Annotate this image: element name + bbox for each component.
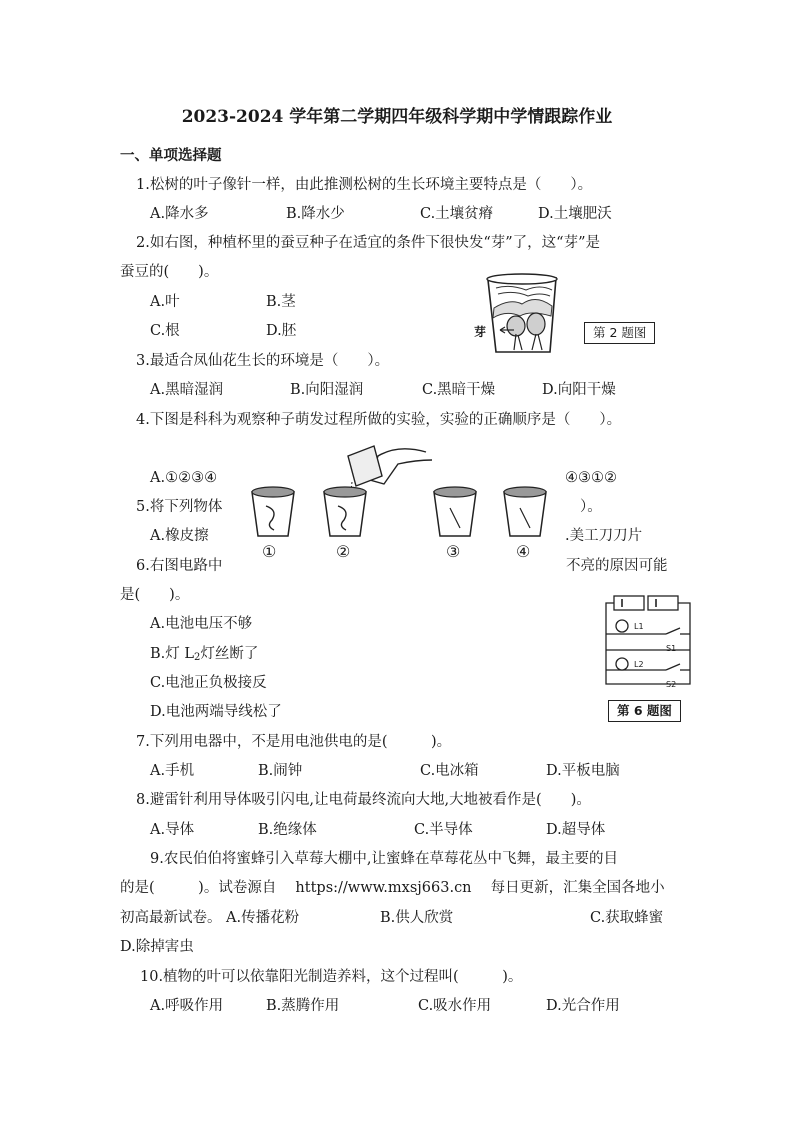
q5-stem-tail: ）。 <box>580 499 602 515</box>
q8-option-b[interactable]: B.绝缘体 <box>258 822 317 838</box>
q6-option-b-prefix: B.灯 L <box>150 646 195 662</box>
q9-stem-line1: 9.农民伯伯将蜜蜂引入草莓大棚中,让蜜蜂在草莓花丛中飞舞，最主要的目 <box>150 851 618 867</box>
q8-option-d[interactable]: D.超导体 <box>546 822 606 838</box>
circuit-label-s1: S1 <box>666 644 677 653</box>
q5-option-d[interactable]: .美工刀刀片 <box>565 528 643 544</box>
cup-2 <box>324 487 366 536</box>
q6-option-c[interactable]: C.电池正负极接反 <box>150 675 267 691</box>
q7-option-c[interactable]: C.电冰箱 <box>420 763 479 779</box>
q9-stem-line2: 的是( )。试卷源自 https://www.mxsj663.cn 每日更新，汇集全国各地小 <box>120 880 665 896</box>
q8-option-a[interactable]: A.导体 <box>150 822 195 838</box>
q6-stem-line1: 6.右图电路中 <box>136 558 223 574</box>
q9-option-a[interactable]: A.传播花粉 <box>226 910 300 926</box>
q7-option-b[interactable]: B.闹钟 <box>258 763 303 779</box>
q2-option-c[interactable]: C.根 <box>150 323 180 339</box>
q4-figure-experiment <box>228 436 564 584</box>
q6-option-b-suffix: 灯丝断了 <box>200 646 259 662</box>
q7-option-a[interactable]: A.手机 <box>150 763 195 779</box>
q3-stem: 3.最适合凤仙花生长的环境是（ ）。 <box>136 353 390 369</box>
cup-label-3: ③ <box>446 542 461 561</box>
q8-stem: 8.避雷针利用导体吸引闪电,让电荷最终流向大地,大地被看作是( )。 <box>136 792 591 808</box>
q2-figure-cup <box>470 268 570 360</box>
q9-stem-line3: 初高最新试卷。 <box>120 910 222 926</box>
q3-option-c[interactable]: C.黑暗干燥 <box>422 382 496 398</box>
q1-option-c[interactable]: C.土壤贫瘠 <box>420 206 494 222</box>
q6-stem-line2: 是( )。 <box>120 587 190 603</box>
q2-stem-line1: 2.如右图，种植杯里的蚕豆种子在适宜的条件下很快发“芽”了，这“芽”是 <box>136 235 600 251</box>
q2-option-b[interactable]: B.茎 <box>266 294 296 310</box>
cup-4 <box>504 487 546 536</box>
q10-option-c[interactable]: C.吸水作用 <box>418 998 492 1014</box>
q4-option-d[interactable]: ④③①② <box>565 470 617 486</box>
cup-label-2: ② <box>336 542 351 561</box>
q7-stem: 7.下列用电器中，不是用电池供电的是( )。 <box>136 734 452 750</box>
q8-option-c[interactable]: C.半导体 <box>414 822 473 838</box>
q10-option-a[interactable]: A.呼吸作用 <box>150 998 224 1014</box>
cup-1 <box>252 487 294 536</box>
q2-option-d[interactable]: D.胚 <box>266 323 297 339</box>
q1-stem: 1.松树的叶子像针一样，由此推测松树的生长环境主要特点是（ ）。 <box>136 177 593 193</box>
q2-figure-label: 芽 <box>474 325 487 339</box>
section-heading: 一、单项选择题 <box>120 147 222 164</box>
q4-figure-drawing <box>228 436 564 584</box>
circuit-label-s2: S2 <box>666 680 677 689</box>
circuit-label-l1: L1 <box>634 622 644 631</box>
q4-stem: 4.下图是科科为观察种子萌发过程所做的实验，实验的正确顺序是（ ）。 <box>136 412 622 428</box>
q5-stem: 5.将下列物体 <box>136 499 223 515</box>
page-title: 2023-2024 学年第二学期四年级科学期中学情跟踪作业 <box>181 107 613 127</box>
q10-option-d[interactable]: D.光合作用 <box>546 998 620 1014</box>
cup-3 <box>434 487 476 536</box>
q6-option-b-subscript: 2 <box>194 652 201 663</box>
q9-option-b[interactable]: B.供人欣赏 <box>380 910 454 926</box>
q3-option-d[interactable]: D.向阳干燥 <box>542 382 616 398</box>
q10-option-b[interactable]: B.蒸腾作用 <box>266 998 340 1014</box>
q9-option-c[interactable]: C.获取蜂蜜 <box>590 910 664 926</box>
q1-option-d[interactable]: D.土壤肥沃 <box>538 206 612 222</box>
q1-option-b[interactable]: B.降水少 <box>286 206 345 222</box>
circuit-label-l2: L2 <box>634 660 644 669</box>
q3-option-a[interactable]: A.黑暗湿润 <box>150 382 224 398</box>
q2-stem-line2: 蚕豆的( )。 <box>120 264 219 280</box>
q7-option-d[interactable]: D.平板电脑 <box>546 763 620 779</box>
q6-option-b[interactable] <box>150 644 258 668</box>
q6-option-d[interactable]: D.电池两端导线松了 <box>150 704 282 720</box>
q9-option-d[interactable]: D.除掉害虫 <box>120 939 194 955</box>
q2-option-a[interactable]: A.叶 <box>150 294 180 310</box>
q10-stem: 10.植物的叶可以依靠阳光制造养料，这个过程叫( )。 <box>140 969 523 985</box>
q2-figure-caption: 第 2 题图 <box>584 322 655 344</box>
cup-label-4: ④ <box>516 542 531 561</box>
q3-option-b[interactable]: B.向阳湿润 <box>290 382 364 398</box>
q6-figure-caption: 第 6 题图 <box>608 700 681 722</box>
q4-option-a[interactable]: A.①②③④ <box>150 470 218 486</box>
cup-label-1: ① <box>262 542 277 561</box>
q1-option-a[interactable]: A.降水多 <box>150 206 209 222</box>
q6-stem-line1-tail: 不亮的原因可能 <box>566 558 668 574</box>
q5-option-a[interactable]: A.橡皮擦 <box>150 528 209 544</box>
q6-figure-circuit <box>600 592 696 690</box>
q6-option-a[interactable]: A.电池电压不够 <box>150 616 253 632</box>
